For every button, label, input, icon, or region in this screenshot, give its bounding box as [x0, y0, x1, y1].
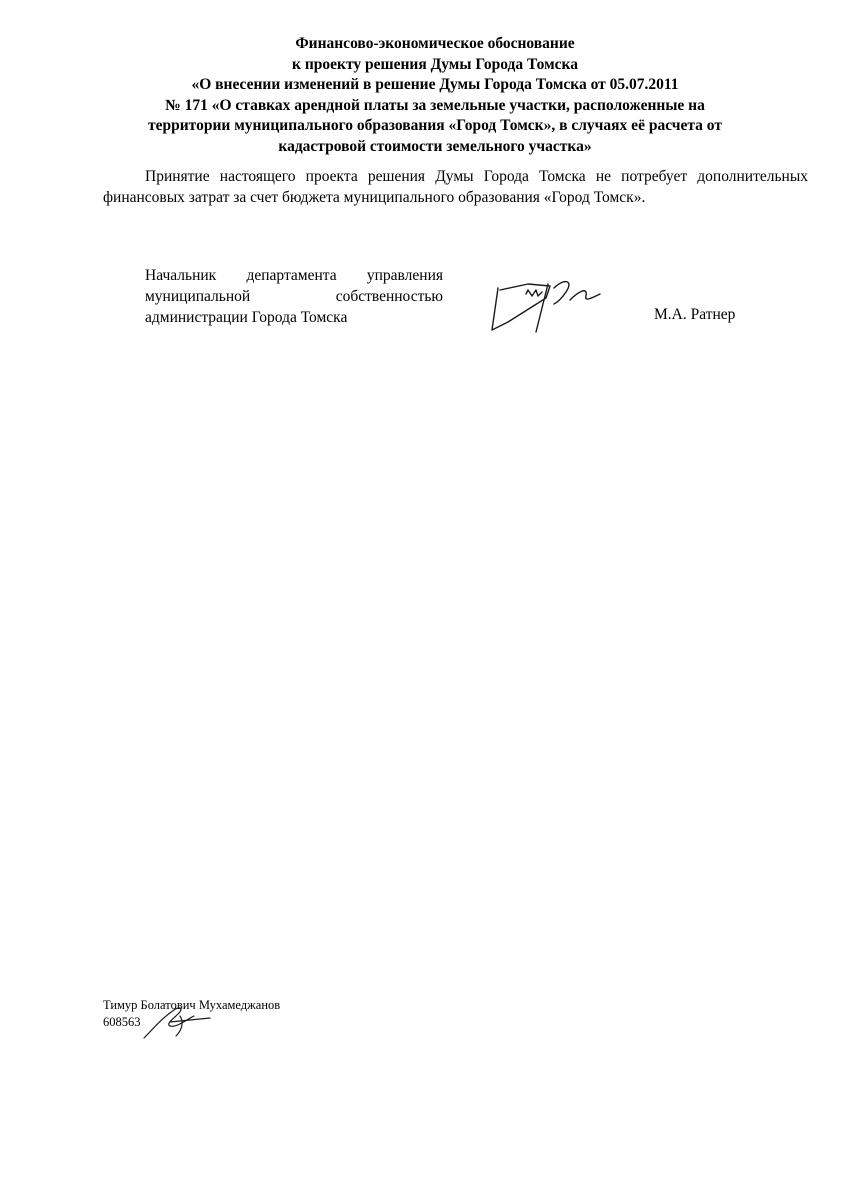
executor-phone: 608563 [103, 1015, 141, 1029]
title-line-1: Финансово-экономическое обоснование [295, 35, 575, 52]
title-line-6: кадастровой стоимости земельного участка» [278, 137, 592, 155]
title-line-2: к проекту решения Думы Города Томска [292, 55, 578, 73]
executor-name: Тимур Болатович Мухамеджанов [103, 998, 281, 1012]
position-line-1: Начальник департамента управления [145, 267, 443, 284]
signatory-name: М.А. Ратнер [654, 306, 736, 323]
position-line-2: муниципальной собственностью [145, 288, 443, 305]
position-line-3: администрации Города Томска [145, 309, 348, 326]
title-line-3: «О внесении изменений в решение Думы Города Томска от 05.07.2011 [191, 76, 679, 94]
document-title [60, 34, 810, 158]
signatory-position [145, 265, 443, 328]
executor-signature-icon [140, 1000, 215, 1040]
handwritten-signature-icon [488, 270, 608, 334]
title-line-4: № 171 «О ставках арендной платы за земельные участки, расположенные на [165, 96, 705, 114]
title-line-5: территории муниципального образования «Город Томск», в случаях её расчета от [148, 117, 722, 135]
body-paragraph: Принятие настоящего проекта решения Думы Города Томска не потребует дополнительных финансовых затрат за счет бюджета муниципального образования «Город Томск». [103, 168, 808, 206]
